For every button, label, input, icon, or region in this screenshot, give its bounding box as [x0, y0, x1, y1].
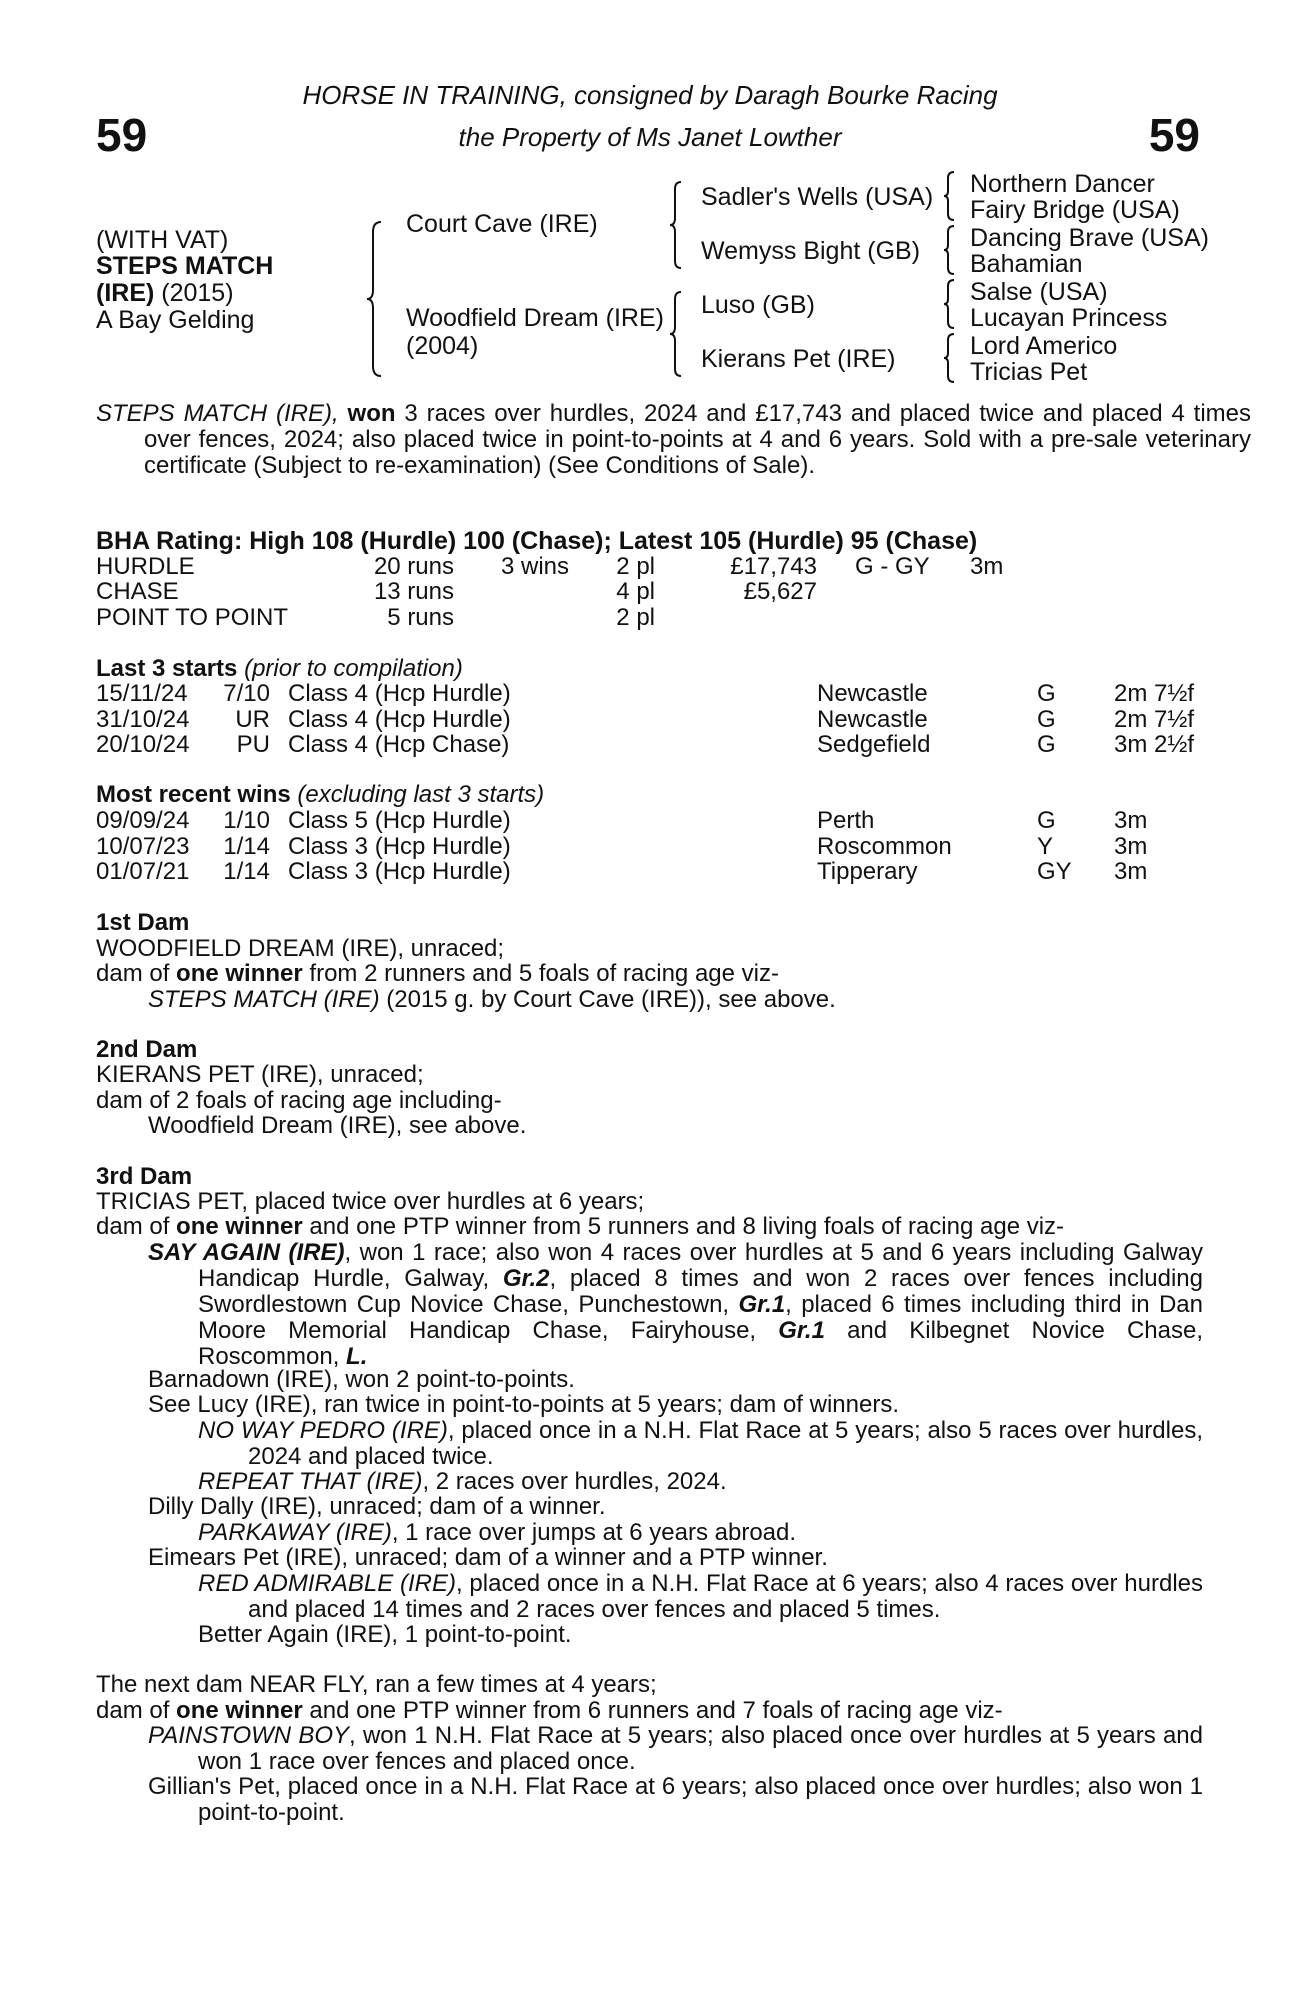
next-dam-line2-a: dam of [96, 1697, 177, 1724]
race-date: 15/11/24 [96, 680, 188, 707]
race-course: Roscommon [817, 833, 952, 860]
first-dam-progeny [148, 987, 836, 1013]
race-distance: 3m [1114, 807, 1148, 834]
red-admirable-entry [198, 1571, 1203, 1623]
pedigree-brace-sire [668, 180, 684, 270]
dilly-dally-entry: Dilly Dally (IRE), unraced; dam of a winner. [148, 1493, 606, 1520]
recent-wins-heading [96, 782, 544, 808]
pedigree-dam-dam: Kierans Pet (IRE) [701, 345, 896, 373]
say-again-name: SAY AGAIN (IRE) [148, 1239, 345, 1266]
first-dam-line2-a: dam of [96, 960, 177, 987]
recent-wins-title: Most recent wins [96, 781, 291, 808]
pedigree-gen3-5: Salse (USA) [970, 278, 1108, 306]
painstown-boy-name: PAINSTOWN BOY [148, 1722, 350, 1749]
third-dam-one-winner: one winner [176, 1213, 303, 1240]
gillians-pet-entry: Gillian's Pet, placed once in a N.H. Flat Race at 6 years; also placed once over hurdles; also won 1 point-to-point. [148, 1773, 1203, 1826]
pedigree-sire-sire: Sadler's Wells (USA) [701, 183, 934, 211]
rating-placed: 2 pl [616, 553, 655, 580]
no-way-pedro-name: NO WAY PEDRO (IRE) [198, 1417, 448, 1444]
repeat-that-name: REPEAT THAT (IRE) [198, 1468, 423, 1495]
horse-name-text: STEPS MATCH [96, 252, 274, 280]
race-course: Newcastle [817, 706, 928, 733]
second-dam-heading: 2nd Dam [96, 1036, 198, 1063]
horse-description: A Bay Gelding [96, 306, 255, 334]
say-again-entry [148, 1240, 1203, 1370]
first-dam-heading: 1st Dam [96, 909, 190, 936]
race-class: Class 3 (Hcp Hurdle) [288, 833, 511, 860]
recent-wins-note: (excluding last 3 starts) [290, 781, 545, 808]
race-course: Tipperary [817, 858, 918, 885]
next-dam-line2-c: and one PTP winner from 6 runners and 7 foals of racing age viz- [302, 1697, 1003, 1724]
race-position: PU [236, 731, 270, 758]
pedigree-brace-dam [668, 290, 684, 378]
pedigree-gen3-1: Northern Dancer [970, 170, 1155, 198]
grade-badge-gr1-b: Gr.1 [778, 1317, 825, 1344]
third-dam-line1: TRICIAS PET, placed twice over hurdles at 6 years; [96, 1188, 645, 1215]
second-dam-progeny: Woodfield Dream (IRE), see above. [148, 1112, 527, 1139]
race-distance: 2m 7½f [1114, 706, 1195, 733]
barnadown-entry: Barnadown (IRE), won 2 point-to-points. [148, 1366, 575, 1393]
race-distance: 2m 7½f [1114, 680, 1195, 707]
property-line: the Property of Ms Janet Lowther [458, 122, 842, 152]
race-going: Y [1037, 833, 1054, 860]
second-dam-line1: KIERANS PET (IRE), unraced; [96, 1061, 424, 1088]
see-lucy-entry: See Lucy (IRE), ran twice in point-to-points at 5 years; dam of winners. [148, 1391, 899, 1418]
rating-placed: 4 pl [616, 578, 655, 605]
race-date: 01/07/21 [96, 858, 190, 885]
race-distance: 3m [1114, 833, 1148, 860]
say-again-text-1: , won 1 race; also won 4 races over hurdles at 5 and 6 years including Galway Handicap Hurdle, Galway, [198, 1239, 1204, 1292]
first-dam-one-winner: one winner [176, 960, 303, 987]
horse-year: (2015) [154, 279, 234, 307]
pedigree-dam-year: (2004) [406, 332, 479, 360]
grade-badge-gr1-a: Gr.1 [738, 1291, 786, 1318]
parkaway-entry [198, 1520, 796, 1546]
race-going: G [1037, 680, 1056, 707]
race-class: Class 3 (Hcp Hurdle) [288, 858, 511, 885]
race-date: 20/10/24 [96, 731, 190, 758]
say-again-text-4: and Kilbegnet Novice Chase, Roscommon, [198, 1317, 1204, 1370]
next-dam-line1: The next dam NEAR FLY, ran a few times at 4 years; [96, 1671, 657, 1698]
horse-origin [96, 280, 234, 307]
race-course: Perth [817, 807, 875, 834]
pedigree-brace-main [365, 220, 385, 378]
vat-label: (WITH VAT) [96, 226, 229, 254]
rating-type: CHASE [96, 578, 179, 605]
eimears-pet-entry: Eimears Pet (IRE), unraced; dam of a winner and a PTP winner. [148, 1544, 828, 1571]
rating-runs: 20 runs [373, 553, 454, 580]
rating-type: POINT TO POINT [96, 604, 289, 631]
pedigree-dam: Woodfield Dream (IRE) [406, 304, 664, 332]
lot-number-left: 59 [96, 109, 148, 161]
race-going: G [1037, 706, 1056, 733]
red-admirable-text: , placed once in a N.H. Flat Race at 6 years; also 4 races over hurdles and placed 14 times and 2 races over fences and placed 5 times. [248, 1570, 1204, 1623]
parkaway-name: PARKAWAY (IRE) [198, 1519, 392, 1546]
race-position: 1/14 [223, 833, 270, 860]
first-dam-line2-c: from 2 runners and 5 foals of racing age viz- [302, 960, 779, 987]
pedigree-gen3-2: Fairy Bridge (USA) [970, 196, 1180, 224]
no-way-pedro-entry [198, 1418, 1203, 1470]
summary-won: won [347, 400, 396, 427]
pedigree-sire-dam: Wemyss Bight (GB) [701, 237, 921, 265]
pedigree-gen3-4: Bahamian [970, 250, 1083, 278]
third-dam-line2 [96, 1214, 1064, 1240]
pedigree-sire: Court Cave (IRE) [406, 210, 598, 238]
rating-runs: 13 runs [373, 578, 454, 605]
rating-prize: £5,627 [743, 578, 817, 605]
summary-text: 3 races over hurdles, 2024 and £17,743 and placed twice and placed 4 times over fences, 2024; also placed twice in point-to-points at 4 and 6 years. Sold with a pre-sale veterinary certificate (Subject to re-examination) (See Conditions of Sale). [144, 400, 1252, 479]
horse-country: (IRE) [96, 279, 155, 307]
race-distance: 3m [1114, 858, 1148, 885]
race-going: GY [1037, 858, 1072, 885]
race-date: 10/07/23 [96, 833, 190, 860]
say-again-text-3: , placed 6 times including third in Dan Moore Memorial Handicap Chase, Fairyhouse, [198, 1291, 1203, 1344]
third-dam-line2-a: dam of [96, 1213, 177, 1240]
last-starts-title: Last 3 starts [96, 655, 238, 682]
say-again-text-2: , placed 8 times and won 2 races over fences including Swordlestown Cup Novice Chase, Punchestown, [198, 1265, 1203, 1318]
better-again-entry: Better Again (IRE), 1 point-to-point. [198, 1621, 572, 1648]
race-distance: 3m 2½f [1114, 731, 1195, 758]
race-class: Class 4 (Hcp Chase) [288, 731, 510, 758]
first-dam-line1: WOODFIELD DREAM (IRE), unraced; [96, 935, 505, 962]
race-class: Class 4 (Hcp Hurdle) [288, 706, 511, 733]
rating-wins: 3 wins [500, 553, 569, 580]
pedigree-brace-g4 [942, 332, 956, 384]
first-dam-progeny-name: STEPS MATCH (IRE) [148, 986, 380, 1013]
listed-badge: L. [346, 1343, 368, 1370]
painstown-boy-text: , won 1 N.H. Flat Race at 5 years; also placed once over hurdles at 5 years and won 1 race over fences and placed once. [198, 1722, 1203, 1775]
rating-runs: 5 runs [387, 604, 454, 631]
pedigree-dam-sire: Luso (GB) [701, 291, 815, 319]
second-dam-line2: dam of 2 foals of racing age including- [96, 1087, 502, 1114]
third-dam-heading: 3rd Dam [96, 1163, 193, 1190]
painstown-boy-entry [148, 1723, 1203, 1775]
pedigree-gen3-3: Dancing Brave (USA) [970, 224, 1209, 252]
parkaway-text: , 1 race over jumps at 6 years abroad. [391, 1519, 797, 1546]
red-admirable-name: RED ADMIRABLE (IRE) [198, 1570, 456, 1597]
race-position: UR [235, 706, 270, 733]
last-starts-heading [96, 656, 463, 682]
race-going: G [1037, 807, 1056, 834]
race-course: Sedgefield [817, 731, 931, 758]
rating-going: G - GY [855, 553, 930, 580]
first-dam-progeny-text: (2015 g. by Court Cave (IRE)), see above. [379, 986, 836, 1013]
grade-badge-gr2: Gr.2 [502, 1265, 550, 1292]
race-date: 09/09/24 [96, 807, 190, 834]
pedigree-gen3-7: Lord Americo [970, 332, 1118, 360]
repeat-that-text: , 2 races over hurdles, 2024. [422, 1468, 727, 1495]
horse-name [96, 253, 273, 280]
lot-number-right: 59 [1148, 109, 1200, 161]
race-position: 7/10 [223, 680, 270, 707]
pedigree-brace-g3 [942, 278, 956, 330]
pedigree-gen3-6: Lucayan Princess [970, 304, 1168, 332]
first-dam-line2 [96, 961, 779, 987]
repeat-that-entry [198, 1469, 727, 1495]
next-dam-line2 [96, 1698, 1003, 1724]
race-going: G [1037, 731, 1056, 758]
race-class: Class 5 (Hcp Hurdle) [288, 807, 511, 834]
summary-horse-name: STEPS MATCH (IRE), [96, 400, 339, 427]
rating-type: HURDLE [96, 553, 195, 580]
race-summary [96, 401, 1251, 479]
race-position: 1/14 [223, 858, 270, 885]
race-date: 31/10/24 [96, 706, 190, 733]
pedigree-brace-g2 [942, 224, 956, 276]
pedigree-brace-g1 [942, 170, 956, 222]
rating-distance: 3m [970, 553, 1004, 580]
race-course: Newcastle [817, 680, 928, 707]
rating-prize: £17,743 [730, 553, 817, 580]
no-way-pedro-text: , placed once in a N.H. Flat Race at 5 years; also 5 races over hurdles, 2024 and placed twice. [248, 1417, 1203, 1470]
third-dam-line2-c: and one PTP winner from 5 runners and 8 living foals of racing age viz- [302, 1213, 1065, 1240]
race-class: Class 4 (Hcp Hurdle) [288, 680, 511, 707]
race-position: 1/10 [223, 807, 270, 834]
next-dam-one-winner: one winner [176, 1697, 303, 1724]
bha-rating-heading: BHA Rating: High 108 (Hurdle) 100 (Chase); Latest 105 (Hurdle) 95 (Chase) [96, 527, 978, 555]
pedigree-gen3-8: Tricias Pet [970, 358, 1088, 386]
last-starts-note: (prior to compilation) [237, 655, 463, 682]
consignor-line: HORSE IN TRAINING, consigned by Daragh Bourke Racing [302, 80, 998, 110]
rating-placed: 2 pl [616, 604, 655, 631]
